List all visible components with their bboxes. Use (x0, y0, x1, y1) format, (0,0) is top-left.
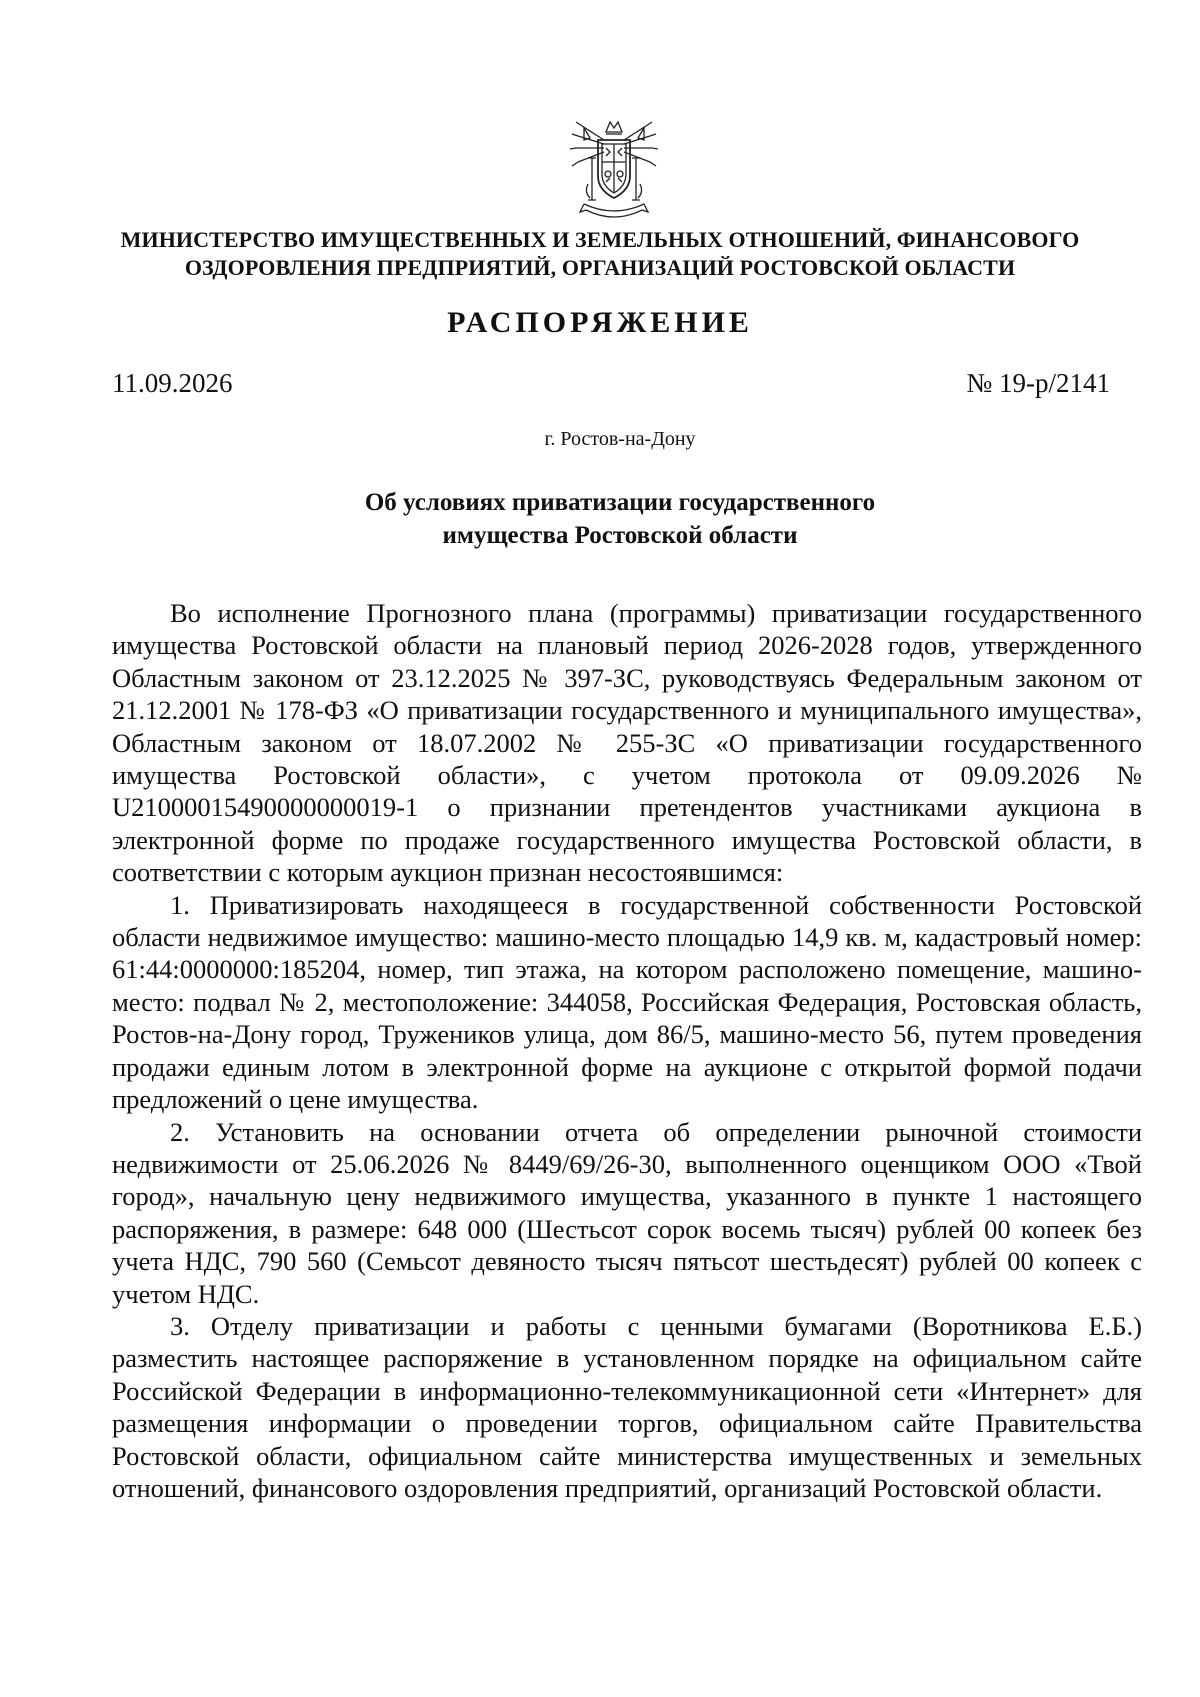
ministry-name-line-1: МИНИСТЕРСТВО ИМУЩЕСТВЕННЫХ И ЗЕМЕЛЬНЫХ ОТНОШЕНИЙ, ФИНАНСОВОГО (120, 227, 1080, 252)
preamble-paragraph: Во исполнение Прогнозного плана (программы) приватизации государственного имущества Ростовской области на плановый период 2026-2028 годов, утвержденного Областным законом от 23.12.2025 № 397-ЗС, руководствуясь Федеральным законом от 21.12.2001 № 178-ФЗ «О приватизации государственного и муниципального имущества», Областным законом от 18.07.2002 № 255-ЗС «О приватизации государственного имущества Ростовской области», с учетом протокола от 09.09.2026 № U21000015490000000019-1 о признании претендентов участниками аукциона в электронной форме по продаже государственного имущества Ростовской области, в соответствии с которым аукцион признан несостоявшимся: (112, 598, 1142, 888)
document-city: г. Ростов-на-Дону (544, 428, 696, 450)
item-1-paragraph: 1. Приватизировать находящееся в государственной собственности Ростовской области недвижимое имущество: машино-место площадью 14,9 кв. м, кадастровый номер: 61:44:0000000:185204, номер, тип этажа, на котором расположено помещение, машино-место: подвал № 2, местоположение: 344058, Российская Федерация, Ростовская область, Ростов-на-Дону город, Тружеников улица, дом 86/5, машино-место 56, путем проведения продажи единым лотом в электронной форме на аукционе с открытой формой подачи предложений о цене имущества. (112, 889, 1142, 1115)
document-number: № 19-р/2141 (966, 368, 1110, 398)
document-date: 11.09.2026 (112, 368, 233, 398)
item-3-paragraph: 3. Отделу приватизации и работы с ценными бумагами (Воротникова Е.Б.) разместить настоящее распоряжение в установленном порядке на официальном сайте Российской Федерации в информационно-телекоммуникационной сети «Интернет» для размещения информации о проведении торгов, официальном сайте Правительства Ростовской области, официальном сайте министерства имущественных и земельных отношений, финансового оздоровления предприятий, организаций Ростовской области. (112, 1310, 1142, 1503)
ministry-name-line-2: ОЗДОРОВЛЕНИЯ ПРЕДПРИЯТИЙ, ОРГАНИЗАЦИЙ РОСТОВСКОЙ ОБЛАСТИ (184, 255, 1016, 280)
document-body (112, 597, 1142, 1504)
rostov-region-coat-of-arms-icon (570, 118, 658, 226)
ministry-name (100, 226, 1100, 282)
subject-line-1: Об условиях приватизации государственного (364, 489, 876, 516)
subject-line-2: имущества Ростовской области (442, 522, 798, 549)
item-2-paragraph: 2. Установить на основании отчета об определении рыночной стоимости недвижимости от 25.06.2026 № 8449/69/26-30, выполненного оценщиком ООО «Твой город», начальную цену недвижимого имущества, указанного в пункте 1 настоящего распоряжения, в размере: 648 000 (Шестьсот сорок восемь тысяч) рублей 00 копеек без учета НДС, 790 560 (Семьсот девяносто тысяч пятьсот шестьдесят) рублей 00 копеек с учетом НДС. (112, 1116, 1142, 1309)
document-type-title: РАСПОРЯЖЕНИЕ (447, 306, 753, 339)
document-subject (100, 486, 1140, 552)
